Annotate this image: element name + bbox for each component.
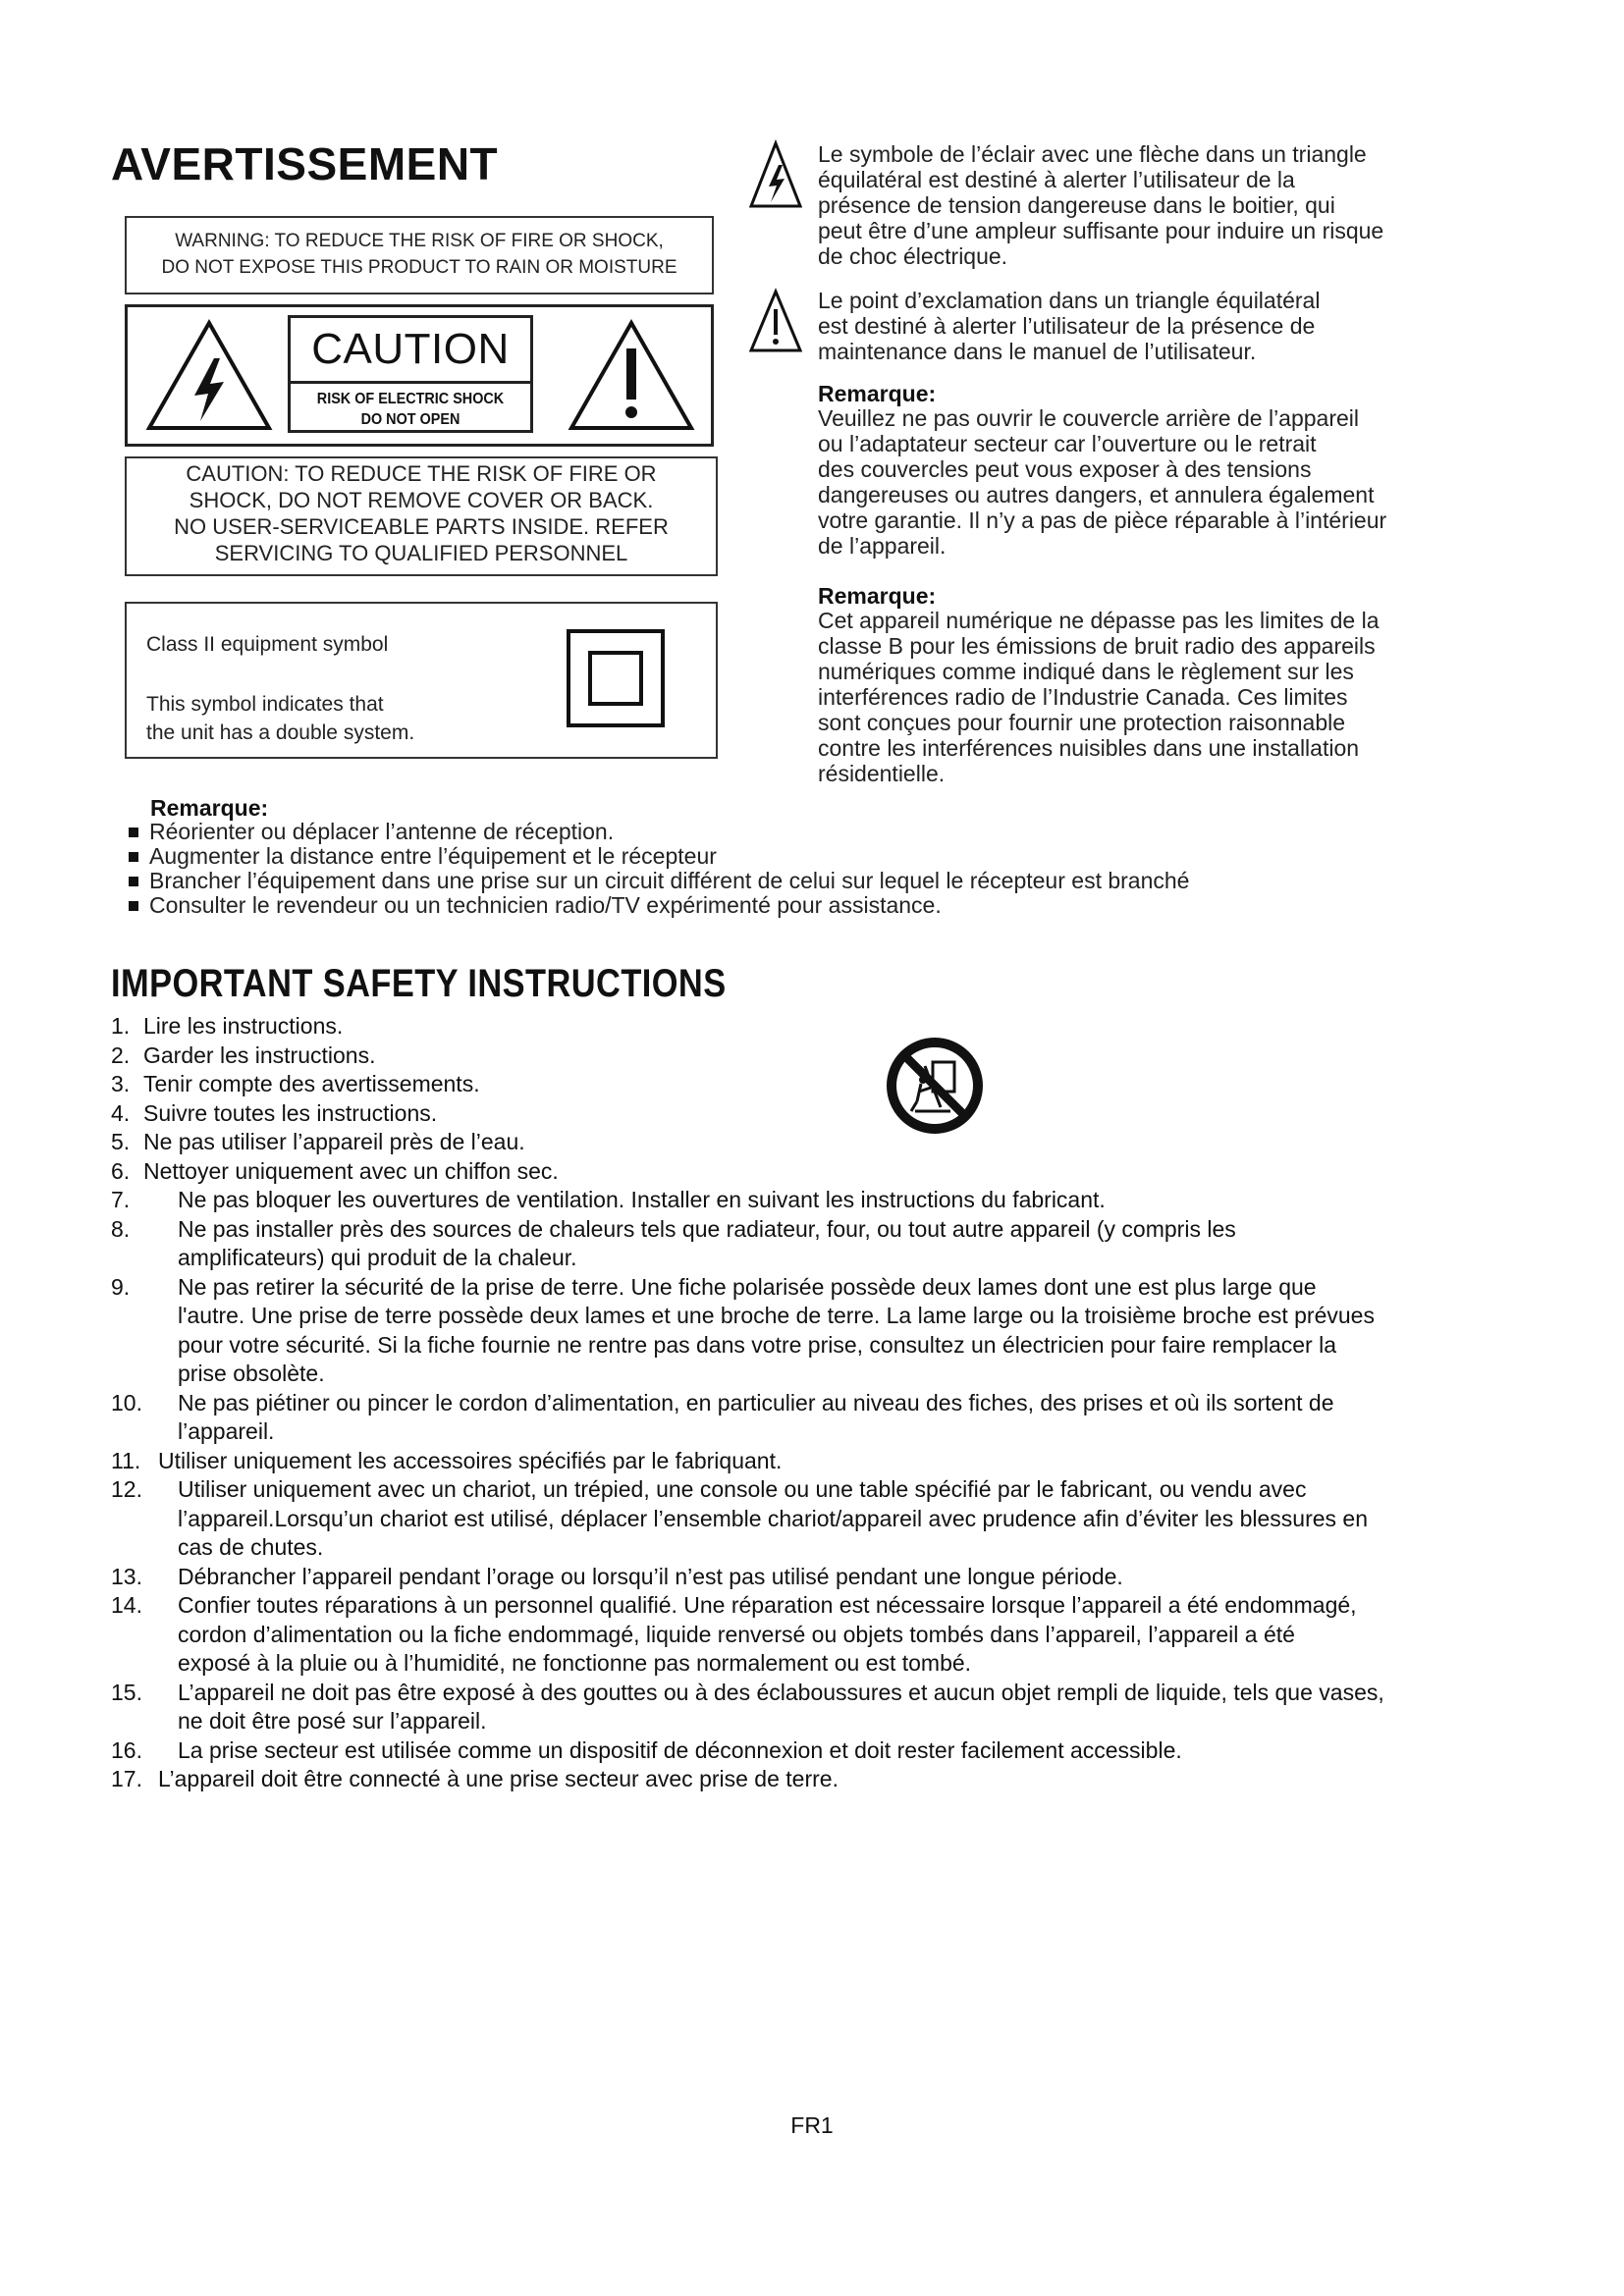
caution-do-not-open-text: DO NOT OPEN xyxy=(360,411,460,428)
list-item xyxy=(111,1215,1525,1273)
item-text: La prise secteur est utilisée comme un dispositif de déconnexion et doit rester facilement accessible. xyxy=(178,1736,1182,1763)
list-item xyxy=(111,1099,1525,1129)
item-text: Ne pas installer près des sources de chaleurs tels que radiateur, four, ou tout autre appareil (y compris les xyxy=(178,1215,1236,1242)
page-number: FR1 xyxy=(790,2112,834,2138)
warning-line: DO NOT EXPOSE THIS PRODUCT TO RAIN OR MOISTURE xyxy=(161,257,677,278)
text-line: contre les interférences nuisibles dans une installation xyxy=(818,735,1360,761)
text-line: Cet appareil numérique ne dépasse pas les limites de la xyxy=(818,608,1380,633)
item-text: l’appareil.Lorsqu’un chariot est utilisé, déplacer l’ensemble chariot/appareil avec prudence afin d’éviter les blessures en xyxy=(178,1505,1369,1531)
list-item: Brancher l’équipement dans une prise sur un circuit différent de celui sur lequel le récepteur est branché xyxy=(126,869,1500,893)
caution-text-line: NO USER-SERVICEABLE PARTS INSIDE. REFER xyxy=(174,514,669,539)
item-number: 3. xyxy=(111,1071,131,1096)
item-number: 17. xyxy=(111,1766,142,1791)
text-line: des couvercles peut vous exposer à des tensions xyxy=(818,456,1312,482)
item-text: Ne pas piétiner ou pincer le cordon d’alimentation, en particulier au niveau des fiches, des prises et où ils sortent de xyxy=(178,1389,1334,1415)
text-line: Le symbole de l’éclair avec une flèche dans un triangle xyxy=(818,141,1367,167)
item-text: cas de chutes. xyxy=(178,1534,324,1560)
item-text: Lire les instructions. xyxy=(143,1013,344,1039)
item-text: Tenir compte des avertissements. xyxy=(143,1071,480,1096)
text-line: peut être d’une ampleur suffisante pour induire un risque xyxy=(818,218,1384,243)
text-line: classe B pour les émissions de bruit radio des appareils xyxy=(818,633,1376,659)
list-item xyxy=(111,1447,1525,1476)
list-item xyxy=(111,1012,1525,1041)
text-line: ou l’adaptateur secteur car l’ouverture ou le retrait xyxy=(818,431,1317,456)
remark-heading: Remarque: xyxy=(818,381,937,406)
title-avertissement: AVERTISSEMENT xyxy=(111,138,499,189)
item-number: 13. xyxy=(111,1563,142,1589)
text-line: numériques comme indiqué dans le règlement sur les xyxy=(818,659,1354,684)
item-text: Confier toutes réparations à un personnel qualifié. Une réparation est nécessaire lorsque l’appareil a été endommagé, xyxy=(178,1592,1357,1618)
warning-line: WARNING: TO REDUCE THE RISK OF FIRE OR SHOCK, xyxy=(175,231,664,251)
class-ii-box xyxy=(125,602,718,759)
double-square-icon xyxy=(567,629,665,727)
remark-heading: Remarque: xyxy=(150,795,269,821)
item-number: 15. xyxy=(111,1679,142,1705)
caution-word: CAUTION xyxy=(291,320,530,384)
exclamation-triangle-icon xyxy=(749,288,802,354)
text-line: de l’appareil. xyxy=(818,533,947,559)
item-text: prise obsolète. xyxy=(178,1361,325,1386)
caution-text-line: SERVICING TO QUALIFIED PERSONNEL xyxy=(214,541,628,565)
text-line: Le point d’exclamation dans un triangle équilatéral xyxy=(818,288,1321,313)
list-item xyxy=(111,1157,1525,1187)
item-text: Ne pas utiliser l’appareil près de l’eau. xyxy=(143,1129,525,1154)
item-number: 8. xyxy=(111,1215,131,1242)
item-text: exposé à la pluie ou à l’humidité, ne fonctionne pas normalement ou est tombé. xyxy=(178,1650,972,1676)
remark-paragraph xyxy=(818,405,1525,559)
exclamation-warning-icon xyxy=(568,319,695,432)
item-text: L’appareil ne doit pas être exposé à des gouttes ou à des éclaboussures et aucun objet rempli de liquide, tels que vases, xyxy=(178,1679,1384,1705)
list-item xyxy=(111,1765,1525,1794)
remark-heading: Remarque: xyxy=(818,583,937,609)
list-item xyxy=(111,1389,1525,1447)
caution-risk-text: RISK OF ELECTRIC SHOCK xyxy=(316,391,505,407)
list-item xyxy=(111,1041,1525,1071)
text-line: résidentielle. xyxy=(818,761,946,786)
caution-label-graphic xyxy=(125,304,714,447)
exclamation-symbol-explanation xyxy=(818,288,1505,364)
item-text: Suivre toutes les instructions. xyxy=(143,1099,438,1126)
item-number: 1. xyxy=(111,1013,131,1039)
item-number: 10. xyxy=(111,1389,142,1415)
remark-paragraph xyxy=(818,608,1525,786)
item-text: pour votre sécurité. Si la fiche fournie ne rentre pas dans votre prise, consultez un électricien pour faire remplacer la xyxy=(178,1331,1336,1358)
class-ii-desc-line: the unit has a double system. xyxy=(146,721,415,744)
text-line: est destiné à alerter l’utilisateur de la présence de xyxy=(818,313,1316,339)
item-text: Ne pas bloquer les ouvertures de ventilation. Installer en suivant les instructions du fabricant. xyxy=(178,1187,1106,1212)
item-text: Garder les instructions. xyxy=(143,1041,376,1068)
item-number: 14. xyxy=(111,1592,142,1618)
text-line: présence de tension dangereuse dans le boitier, qui xyxy=(818,192,1335,218)
class-ii-title: Class II equipment symbol xyxy=(146,633,389,656)
list-item: Augmenter la distance entre l’équipement et le récepteur xyxy=(126,844,1500,869)
item-number: 7. xyxy=(111,1187,131,1212)
item-number: 12. xyxy=(111,1476,142,1502)
item-text: l’appareil. xyxy=(178,1418,275,1444)
item-text: L’appareil doit être connecté à une prise secteur avec prise de terre. xyxy=(158,1766,839,1791)
item-text: amplificateurs) qui produit de la chaleur. xyxy=(178,1245,577,1270)
caution-text-box xyxy=(125,456,718,576)
text-line: interférences radio de l’Industrie Canada. Ces limites xyxy=(818,684,1348,710)
item-text: ne doit être posé sur l’appareil. xyxy=(178,1708,487,1734)
item-text: Débrancher l’appareil pendant l’orage ou lorsqu’il n’est pas utilisé pendant une longue période. xyxy=(178,1563,1123,1589)
caution-text-line: SHOCK, DO NOT REMOVE COVER OR BACK. xyxy=(189,488,654,512)
list-item xyxy=(111,1128,1525,1157)
item-number: 5. xyxy=(111,1129,131,1154)
text-line: votre garantie. Il n’y a pas de pièce réparable à l’intérieur xyxy=(818,507,1387,533)
title-important-safety: IMPORTANT SAFETY INSTRUCTIONS xyxy=(111,962,727,1005)
caution-text-line: CAUTION: TO REDUCE THE RISK OF FIRE OR xyxy=(186,461,657,486)
warning-box xyxy=(125,216,714,294)
safety-instructions-list xyxy=(111,1012,1525,1794)
text-line: maintenance dans le manuel de l’utilisateur. xyxy=(818,339,1257,364)
item-text: Ne pas retirer la sécurité de la prise de terre. Une fiche polarisée possède deux lames dont une est plus large que xyxy=(178,1273,1317,1300)
text-line: équilatéral est destiné à alerter l’utilisateur de la xyxy=(818,167,1295,192)
text-line: Veuillez ne pas ouvrir le couvercle arrière de l’appareil xyxy=(818,405,1360,431)
text-line: dangereuses ou autres dangers, et annulera également xyxy=(818,482,1375,507)
text-line: sont conçues pour fournir une protection raisonnable xyxy=(818,710,1346,735)
item-text: Utiliser uniquement les accessoires spécifiés par le fabriquant. xyxy=(158,1447,783,1473)
lightning-triangle-icon xyxy=(749,139,802,210)
item-number: 11. xyxy=(111,1447,141,1473)
list-item: Réorienter ou déplacer l’antenne de réception. xyxy=(126,820,1500,844)
list-item xyxy=(111,1475,1525,1563)
class-ii-desc-line: This symbol indicates that xyxy=(146,693,384,716)
list-item xyxy=(111,1070,1525,1099)
lightning-symbol-explanation xyxy=(818,141,1525,269)
list-item xyxy=(111,1273,1525,1389)
remark-bullet-list xyxy=(126,820,1500,918)
item-number: 2. xyxy=(111,1041,131,1068)
list-item xyxy=(111,1591,1525,1679)
list-item xyxy=(111,1679,1525,1736)
item-text: cordon d’alimentation ou la fiche endommagé, liquide renversé ou objets tombés dans l’appareil, l’appareil a été xyxy=(178,1621,1295,1647)
list-item xyxy=(111,1736,1525,1766)
text-line: de choc électrique. xyxy=(818,243,1008,269)
item-text: l'autre. Une prise de terre possède deux lames et une broche de terre. La lame large ou la troisième broche est prévues xyxy=(178,1303,1375,1328)
item-number: 4. xyxy=(111,1099,131,1126)
item-number: 6. xyxy=(111,1157,131,1184)
class-ii-description xyxy=(146,690,470,747)
caution-panel xyxy=(288,315,533,433)
item-number: 16. xyxy=(111,1736,142,1763)
list-item xyxy=(111,1186,1525,1215)
item-text: Nettoyer uniquement avec un chiffon sec. xyxy=(143,1157,559,1184)
list-item xyxy=(111,1563,1525,1592)
item-text: Utiliser uniquement avec un chariot, un trépied, une console ou une table spécifié par le fabricant, ou vendu avec xyxy=(178,1476,1307,1502)
item-number: 9. xyxy=(111,1273,131,1300)
list-item: Consulter le revendeur ou un technicien radio/TV expérimenté pour assistance. xyxy=(126,893,1500,918)
lightning-warning-icon xyxy=(145,319,273,432)
